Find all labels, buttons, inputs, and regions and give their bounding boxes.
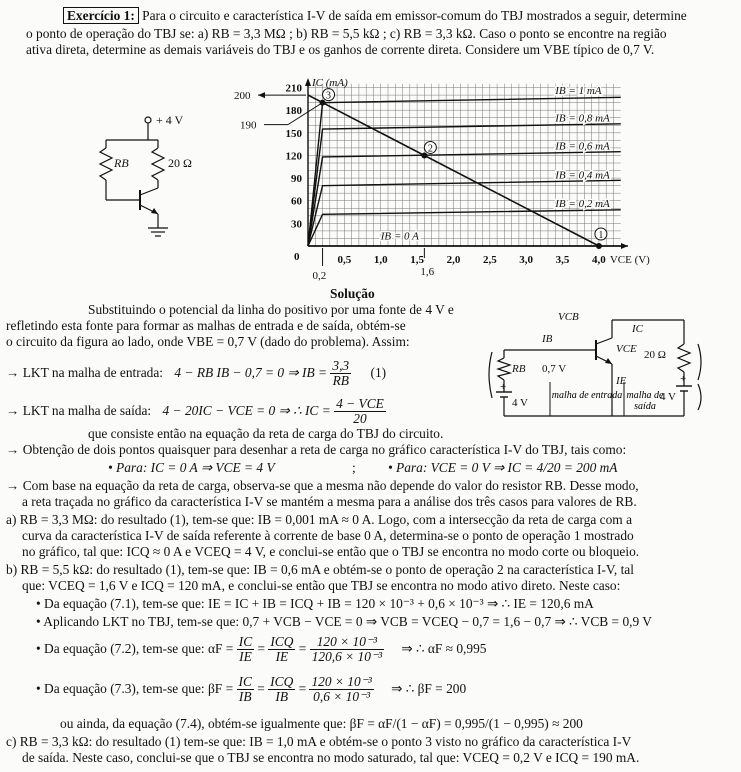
body-sep: ; (352, 460, 356, 475)
frac-den: IB (275, 689, 289, 705)
y-tick-label: 120 (285, 150, 302, 163)
x-tick-label: 1,5 (410, 254, 424, 266)
y-tick-label: 150 (285, 127, 302, 140)
iv-curve (308, 210, 621, 246)
lkt-output-equation (6, 396, 386, 426)
solution-heading: Solução (330, 286, 375, 301)
frac-num: 3,3 (332, 358, 350, 374)
x-tick-label: 3,5 (555, 254, 570, 266)
curve-label: IB = 0,4 mA (555, 169, 610, 182)
plus-right: + (680, 373, 687, 385)
vce-label: VCE (616, 343, 637, 355)
intro-line-3: ativa direta, determine as demais variáveis do TBJ e os ganhos de corrente direta. Considere um VBE típico de 0,7 V. (26, 42, 655, 57)
frac-den: IE (239, 649, 252, 665)
x-tick-label: 3,0 (519, 254, 534, 266)
r20-label: 20 Ω (644, 349, 666, 361)
intro-line-1 (63, 8, 687, 24)
eq-tag: (1) (370, 365, 387, 380)
frac-den: IB (238, 689, 252, 705)
y-tick-label: 180 (285, 105, 302, 118)
x-tick-label: 4,0 (592, 254, 606, 266)
frac-num: 120 × 10⁻³ (310, 635, 384, 650)
frac-num: ICQ (270, 634, 294, 650)
origin-label: 0 (294, 251, 300, 263)
intro-line-1-text: Para o circuito e característica I-V de saída em emissor-comum do TBJ mostrados a seguir, determine (142, 8, 687, 23)
curve-label: IB = 0 A (380, 230, 419, 243)
vbe-label: 0,7 V (542, 363, 567, 375)
exercise-label: Exercício 1: (63, 7, 139, 24)
frac-num: 4 − VCE (336, 396, 384, 412)
x-axis-label: VCE (V) (609, 254, 650, 266)
intro-line-2: o ponto de operação do TBJ se: a) RB = 3,3 MΩ ; b) RB = 5,5 kΩ ; c) RB = 3,3 kΩ. Caso o ponto se encontre na região (26, 26, 667, 41)
frac-num: IC (238, 674, 252, 690)
rb-label-2: RB (512, 363, 526, 375)
ie-label: IE (616, 375, 627, 387)
frac-den: 120,6 × 10⁻³ (311, 649, 383, 665)
curve-label: IB = 0,8 mA (555, 112, 610, 125)
case-a-line-1: a) RB = 3,3 MΩ: do resultado (1), tem-se que: IB = 0,001 mA ≈ 0 A. Logo, com a intersecção da reta de carga com a (6, 512, 633, 527)
iv-characteristic-chart (232, 64, 692, 304)
x-axis-arrow (621, 243, 628, 249)
y-tick-label: 210 (285, 82, 302, 95)
circuit-diagram-2 (484, 308, 709, 424)
annot-190: 190 (240, 119, 257, 132)
body-point-b: • Para: VCE = 0 V ⇒ IC = 4/20 = 200 mA (388, 460, 618, 475)
frac-den: 0,6 × 10⁻³ (313, 689, 371, 705)
plus-left: + (500, 381, 507, 393)
annot-200-head (258, 92, 265, 98)
frac-den: 20 (353, 411, 367, 427)
operating-point-marker (421, 152, 427, 158)
x-tick-label: 0,5 (337, 254, 352, 266)
alpha-label: • Da equação (7.2), tem-se que: αF = (36, 641, 234, 656)
y-tick-label: 90 (291, 173, 302, 186)
x-tick-label: 1,0 (373, 254, 388, 266)
operating-point-label: 2 (427, 143, 433, 155)
rc-label-1: 20 Ω (168, 156, 192, 170)
annot-02: 0,2 (312, 270, 327, 282)
lkt-output-eq: 4 − 20IC − VCE = 0 ⇒ ∴ IC = (162, 403, 331, 418)
alpha-frac-2 (268, 635, 295, 664)
curve-label: IB = 0,2 mA (555, 197, 610, 210)
case-a-line-2: curva da característica I-V de saída referente à corrente de base 0 A, determina-se o ponto de operação 1 mostrado (22, 528, 634, 543)
alpha-frac-1 (237, 635, 254, 664)
rb-label-1: RB (114, 156, 129, 170)
case-c-line-2: de saída. Neste caso, conclui-se que o TBJ se encontra no modo saturado, tal que: VCEQ = 0,2 V e ICQ = 190 mA. (22, 750, 640, 765)
malha-entrada-label: malha de entrada (551, 390, 623, 401)
ib-label: IB (542, 333, 553, 345)
beta-equation: • Da equação (7.3), tem-se que: βF = $\frac{IC}{IB}$ = $\frac{\text{ICQ}}{IB}$ = $\frac{\text{120 × 10⁻³}}{\text{0,6 × 10⁻³}}$ ⇒ ∴ βF = 200 (36, 674, 467, 705)
lkt-input-equation (6, 358, 386, 388)
operating-point-marker (320, 100, 326, 106)
vcb-label: VCB (558, 311, 579, 323)
annot-16: 1,6 (420, 266, 435, 278)
beta-label: • Da equação (7.3), tem-se que: βF = (36, 681, 234, 696)
frac-num: IC (238, 634, 253, 650)
body-point-a: • Para: IC = 0 A ⇒ VCE = 4 V (108, 460, 275, 475)
y-axis-label: IC (mA) (312, 77, 348, 89)
frac-den: RB (332, 373, 349, 389)
curve-label: IB = 1 mA (555, 84, 602, 97)
vcc-label: + 4 V (156, 113, 184, 127)
y-axis-arrow (305, 78, 311, 86)
beta-frac-2 (268, 675, 295, 704)
body-line-1: que consiste então na equação da reta de carga do TBJ do circuito. (88, 426, 444, 441)
case-b-line-1: b) RB = 5,5 kΩ: do resultado (1), tem-se que: IB = 0,6 mA e obtém-se o ponto de operação 2 na característica I-V, tal (6, 562, 634, 577)
case-b-line-7: ou ainda, da equação (7.4), obtém-se igualmente que: βF = αF/(1 − αF) = 0,995/(1 − 0,995) ≈ 200 (60, 716, 583, 731)
x-tick-label: 2,5 (482, 254, 497, 266)
para1-line-2: refletindo esta fonte para formar as malhas de entrada e de saída, obtém-se (6, 318, 406, 333)
ic-label: IC (632, 323, 643, 335)
case-b-line-3: • Da equação (7.1), tem-se que: IE = IC + IB = ICQ + IB = 120 × 10⁻³ + 0,6 × 10⁻³ ⇒ ∴ IE = 120,6 mA (36, 596, 594, 611)
curve-label: IB = 0,6 mA (555, 140, 610, 153)
source-left-label: 4 V (512, 397, 528, 409)
lkt-input-label: → LKT na malha de entrada: (6, 365, 164, 380)
x-tick-label: 2,0 (446, 254, 461, 266)
beta-result: ⇒ ∴ βF = 200 (391, 681, 467, 696)
annot-200: 200 (234, 90, 251, 103)
body-line-5: a reta traçada no gráfico da característica I-V se mantém a mesma para a análise dos três casos para valores de RB. (22, 494, 637, 509)
frac-num: ICQ (270, 674, 294, 690)
operating-point-label: 3 (326, 90, 332, 102)
body-line-4: → Com base na equação da reta de carga, observa-se que a mesma não depende do valor do resistor RB. Desse modo, (6, 478, 639, 493)
alpha-equation: • Da equação (7.2), tem-se que: αF = $\frac{IC}{IE}$ = $\frac{\text{ICQ}}{IE}$ = $\frac{\text{120 × 10⁻³}}{\text{120,6 × 10⁻³}}$ ⇒ ∴ αF ≈ 0,995 (36, 634, 487, 665)
source-right-label: 4 V (660, 391, 676, 403)
case-b-line-2: que: VCEQ = 1,6 V e ICQ = 120 mA, e conclui-se então que TBJ se encontra no modo ativo direto. Neste caso: (22, 578, 621, 593)
circuit-diagram-1 (90, 108, 210, 248)
y-tick-label: 30 (291, 218, 302, 231)
malha-saida-label: malha de saída (626, 390, 664, 412)
case-a-line-3: no gráfico, tal que: ICQ ≈ 0 A e VCEQ = 4 V, e conclui-se então que o TBJ se encontra no modo corte ou bloqueio. (22, 544, 640, 559)
frac-num: 120 × 10⁻³ (311, 674, 372, 690)
beta-frac-1 (237, 675, 254, 704)
lkt-input-eq: 4 − RB IB − 0,7 = 0 ⇒ IB = (174, 365, 328, 380)
operating-point-marker (596, 243, 602, 249)
alpha-frac-3 (310, 635, 384, 664)
lkt-output-label: → LKT na malha de saída: (6, 403, 152, 418)
lkt-input-fraction (330, 359, 351, 388)
para1-line-3: o circuito da figura ao lado, onde VBE = 0,7 V (dado do problema). Assim: (6, 334, 410, 349)
frac-den: IE (275, 649, 289, 665)
case-b-line-4: • Aplicando LKT no TBJ, tem-se que: 0,7 + VCB − VCE = 0 ⇒ VCB = VCEQ − 0,7 = 1,6 − 0,7 ⇒ ∴ VCB = 0,9 V (36, 614, 652, 629)
case-c-line-1: c) RB = 3,3 kΩ: do resultado (1) tem-se que: IB = 1,0 mA e obtém-se o ponto 3 visto no gráfico da característica I-V (6, 734, 632, 749)
y-tick-label: 60 (291, 195, 302, 208)
beta-frac-3 (309, 675, 373, 704)
operating-point-label: 1 (598, 230, 604, 241)
body-line-2: → Obtenção de dois pontos quaisquer para desenhar a reta de carga no gráfico característica I-V do TBJ, tais como: (6, 442, 627, 457)
para1-line-1: Substituindo o potencial da linha do positivo por uma fonte de 4 V e (88, 302, 454, 317)
lkt-output-fraction (334, 397, 386, 426)
alpha-result: ⇒ ∴ αF ≈ 0,995 (401, 641, 487, 656)
